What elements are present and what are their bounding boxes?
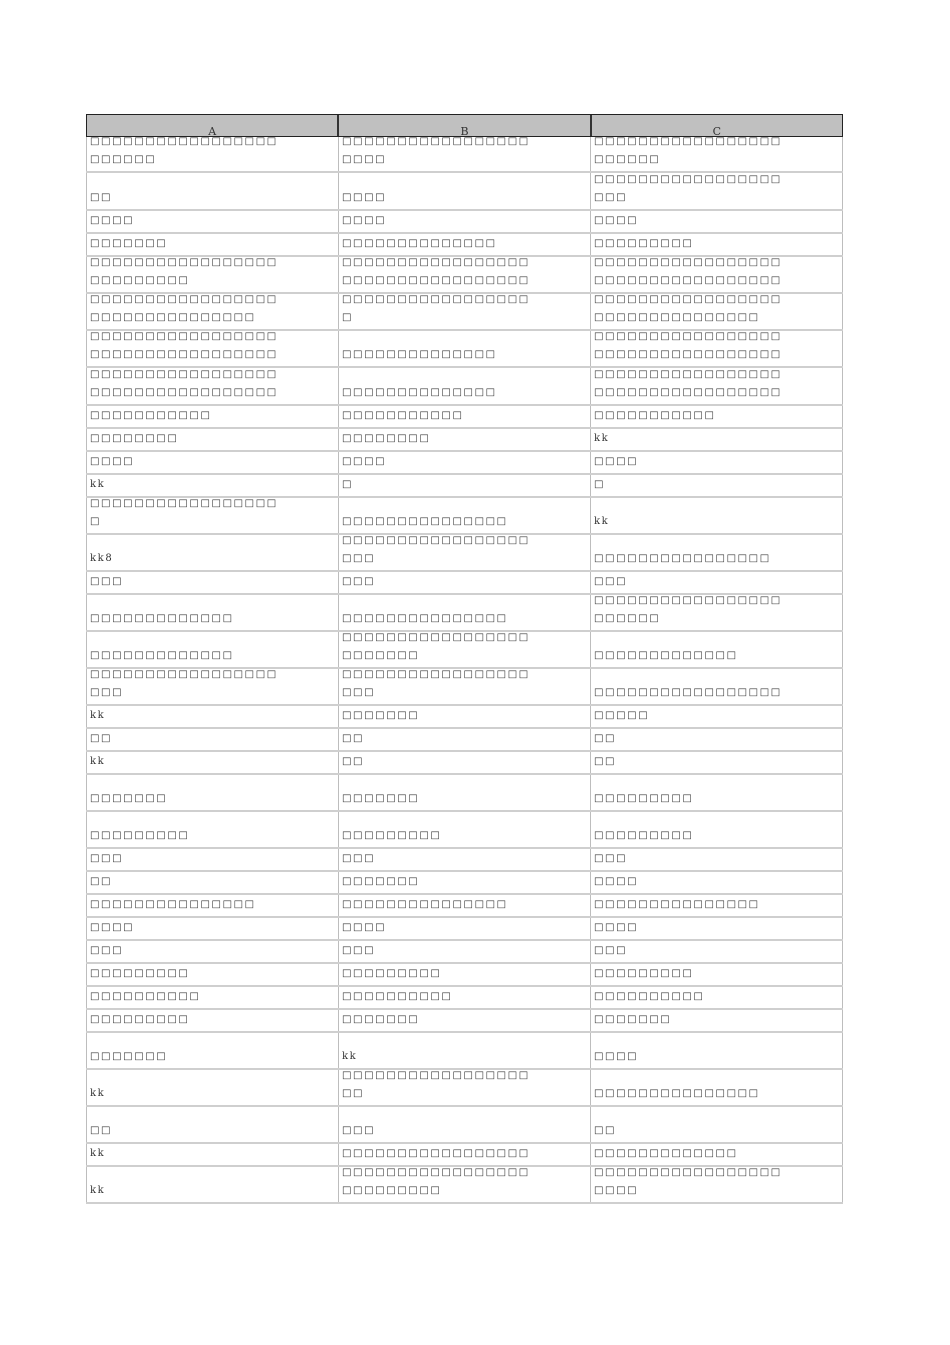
- cell-text-line: □□□: [342, 853, 376, 864]
- table-cell-c[interactable]: [590, 257, 843, 292]
- table-cell-a[interactable]: [86, 294, 338, 329]
- table-cell-a[interactable]: [86, 234, 338, 255]
- cell-text-line: □□□□: [594, 876, 639, 887]
- cell-text-line: □□□: [90, 853, 124, 864]
- cell-text-line: □□□□□□□□□□□: [594, 410, 716, 421]
- table-row: [86, 368, 843, 406]
- table-cell-b[interactable]: [338, 137, 590, 171]
- table-cell-a[interactable]: [86, 987, 338, 1008]
- cell-text-line: □□□□: [342, 215, 387, 226]
- table-cell-c[interactable]: [590, 729, 843, 750]
- cell-text-line: □□□□: [342, 922, 387, 933]
- cell-text-line: □□: [90, 1125, 113, 1136]
- cell-text-line: kk: [90, 756, 106, 767]
- cell-text-line: kk: [90, 710, 106, 721]
- cell-text-line: □□□□□□□□□□□□□□□: [342, 899, 508, 910]
- table-cell-b[interactable]: [338, 1107, 590, 1142]
- table-cell-b[interactable]: [338, 1144, 590, 1165]
- table-cell-a[interactable]: [86, 475, 338, 496]
- table-cell-b[interactable]: [338, 535, 590, 570]
- table-row: [86, 137, 843, 173]
- table-cell-b[interactable]: [338, 173, 590, 209]
- table-cell-a[interactable]: [86, 257, 338, 292]
- table-row: [86, 211, 843, 234]
- table-cell-c[interactable]: [590, 1010, 843, 1031]
- table-row: [86, 941, 843, 964]
- cell-text-line: □□□□□□□□□□□□□□□: [594, 899, 760, 910]
- table-cell-b[interactable]: [338, 452, 590, 473]
- table-cell-c[interactable]: [590, 595, 843, 630]
- table-cell-a[interactable]: [86, 752, 338, 773]
- table-cell-c[interactable]: [590, 775, 843, 810]
- table-row: [86, 294, 843, 331]
- cell-text-line: □□□□□□□□□□□□□□□□□: [342, 137, 530, 147]
- table-cell-a[interactable]: [86, 669, 338, 704]
- cell-text-line: □□□□□□□: [90, 238, 168, 249]
- table-cell-c[interactable]: [590, 964, 843, 985]
- table-row: [86, 595, 843, 632]
- table-cell-a[interactable]: [86, 941, 338, 962]
- table-cell-a[interactable]: [86, 1070, 338, 1105]
- cell-text-line: □□□□□□□□□□□□□□: [342, 387, 497, 398]
- table-row: [86, 257, 843, 294]
- table-cell-a[interactable]: [86, 1144, 338, 1165]
- table-cell-a[interactable]: [86, 137, 338, 171]
- cell-text-line: □□□□□□□□□: [342, 1185, 442, 1196]
- cell-text-line: kk: [90, 1185, 106, 1196]
- table-cell-b[interactable]: [338, 812, 590, 847]
- cell-text-line: □: [342, 479, 354, 490]
- cell-text-line: □□□□□□□□□: [90, 1014, 190, 1025]
- cell-text-line: □□□□□□: [90, 154, 157, 165]
- table-cell-c[interactable]: [590, 752, 843, 773]
- table-cell-a[interactable]: [86, 429, 338, 450]
- cell-text-line: □□: [594, 756, 617, 767]
- table-cell-c[interactable]: [590, 368, 843, 404]
- table-cell-c[interactable]: [590, 849, 843, 870]
- table-cell-a[interactable]: [86, 849, 338, 870]
- cell-text-line: □□□□□□□□□: [594, 238, 694, 249]
- cell-text-line: □□□□□□□□□: [342, 830, 442, 841]
- cell-text-line: □□□□□□□□□□□□□□□□□: [342, 1167, 530, 1178]
- cell-text-line: □□□□□□□□□□□□□□□: [90, 312, 256, 323]
- cell-text-line: □□□□□: [594, 710, 650, 721]
- cell-text-line: □□□□□□□□: [90, 433, 179, 444]
- cell-text-line: □□□□□□□: [594, 1014, 672, 1025]
- table-row: [86, 632, 843, 669]
- table-cell-c[interactable]: [590, 498, 843, 533]
- cell-text-line: □□□□□□□□□□: [342, 991, 453, 1002]
- table-cell-b[interactable]: [338, 406, 590, 427]
- table-cell-b[interactable]: [338, 632, 590, 667]
- table-row: [86, 331, 843, 368]
- table-cell-a[interactable]: [86, 964, 338, 985]
- table-row: [86, 1010, 843, 1033]
- spreadsheet: [86, 114, 843, 1204]
- table-cell-a[interactable]: [86, 331, 338, 366]
- cell-text-line: □□□: [594, 853, 628, 864]
- cell-text-line: □□□□□□□□□□□□□□□□□: [90, 349, 278, 360]
- table-row: [86, 987, 843, 1010]
- table-row: [86, 669, 843, 706]
- cell-text-line: □□□□□□□□□□□□□□□□□: [594, 387, 782, 398]
- table-cell-a[interactable]: [86, 595, 338, 630]
- cell-text-line: □□□□□□□□□: [342, 968, 442, 979]
- table-row: [86, 964, 843, 987]
- cell-text-line: □□□□□□□□□□□□□□□□□: [594, 174, 782, 185]
- column-header-c[interactable]: C: [712, 125, 722, 138]
- table-cell-c[interactable]: [590, 632, 843, 667]
- cell-text-line: □□□: [342, 553, 376, 564]
- cell-text-line: □□□□□□□□□□□□□□□□□: [90, 369, 278, 380]
- table-cell-c[interactable]: [590, 294, 843, 329]
- cell-text-line: □□: [90, 876, 113, 887]
- cell-text-line: □□□□□□□: [342, 793, 420, 804]
- table-cell-b[interactable]: [338, 294, 590, 329]
- cell-text-line: □□□□: [342, 154, 387, 165]
- cell-text-line: □□□□□□□□□□□□□□□□□: [90, 294, 278, 305]
- cell-text-line: □□□□□□□□□□□□□□□□□: [342, 275, 530, 286]
- cell-text-line: □□□□: [594, 922, 639, 933]
- cell-text-line: □□□□□□□□□□□□□□: [342, 349, 497, 360]
- cell-text-line: □□□: [342, 576, 376, 587]
- table-cell-c[interactable]: [590, 452, 843, 473]
- table-row: [86, 173, 843, 211]
- table-cell-a[interactable]: [86, 452, 338, 473]
- table-cell-a[interactable]: [86, 632, 338, 667]
- table-cell-c[interactable]: [590, 941, 843, 962]
- cell-text-line: kk: [90, 1088, 106, 1099]
- cell-text-line: □□□□: [594, 215, 639, 226]
- cell-text-line: □□□□□□□□□□□□□□□: [342, 613, 508, 624]
- cell-text-line: □□: [90, 192, 113, 203]
- table-cell-a[interactable]: [86, 775, 338, 810]
- table-cell-b[interactable]: [338, 1010, 590, 1031]
- cell-text-line: □: [90, 516, 102, 527]
- table-cell-b[interactable]: [338, 918, 590, 939]
- table-row: [86, 1033, 843, 1070]
- cell-text-line: kk: [90, 479, 106, 490]
- table-row: [86, 475, 843, 498]
- cell-text-line: kk: [342, 1051, 358, 1062]
- table-cell-b[interactable]: [338, 872, 590, 893]
- cell-text-line: □□□□□□□□□□□□□□□□□: [594, 137, 782, 147]
- table-cell-c[interactable]: [590, 572, 843, 593]
- table-cell-a[interactable]: [86, 729, 338, 750]
- cell-text-line: □□□□□□□□□□□□□□□□: [594, 553, 771, 564]
- table-row: [86, 706, 843, 729]
- cell-text-line: □□: [594, 733, 617, 744]
- table-cell-b[interactable]: [338, 706, 590, 727]
- table-body: [86, 137, 843, 1204]
- table-cell-c[interactable]: [590, 406, 843, 427]
- table-cell-b[interactable]: [338, 941, 590, 962]
- cell-text-line: □□□□□□□□□□□□□□□□□: [90, 331, 278, 342]
- cell-text-line: □□□□□□□□□□□: [342, 410, 464, 421]
- cell-text-line: □□□□: [594, 1051, 639, 1062]
- cell-text-line: □□□□□□□□□□□□□□□: [594, 312, 760, 323]
- table-cell-a[interactable]: [86, 895, 338, 916]
- cell-text-line: □□□□□□□□□□□□□□□□□: [594, 294, 782, 305]
- table-cell-b[interactable]: [338, 669, 590, 704]
- cell-text-line: □□□□□□□□□□□□□□□: [594, 1088, 760, 1099]
- cell-text-line: □□□□□□□□□□□□□□□□□: [90, 387, 278, 398]
- cell-text-line: □□□□□□□□□: [90, 830, 190, 841]
- table-cell-a[interactable]: [86, 1167, 338, 1202]
- cell-text-line: □□□□□□□□□□□□□□□□□: [594, 331, 782, 342]
- table-cell-b[interactable]: [338, 211, 590, 232]
- table-cell-a[interactable]: [86, 368, 338, 404]
- table-cell-b[interactable]: [338, 475, 590, 496]
- table-cell-c[interactable]: [590, 211, 843, 232]
- table-cell-b[interactable]: [338, 234, 590, 255]
- table-cell-b[interactable]: [338, 987, 590, 1008]
- table-cell-b[interactable]: [338, 1167, 590, 1202]
- cell-text-line: □□□□□□□□□□□: [90, 410, 212, 421]
- table-cell-b[interactable]: [338, 368, 590, 404]
- cell-text-line: □□□□□□□: [90, 1051, 168, 1062]
- cell-text-line: □□□□□□□□□□□□□□□□□: [594, 687, 782, 698]
- table-cell-c[interactable]: [590, 331, 843, 366]
- cell-text-line: □□□□□□□□□: [90, 968, 190, 979]
- table-cell-c[interactable]: [590, 535, 843, 570]
- cell-text-line: □□: [342, 1088, 365, 1099]
- cell-text-line: □□□□□□□□□□□□□□□□□: [90, 257, 278, 268]
- cell-text-line: □□□: [90, 576, 124, 587]
- table-cell-c[interactable]: [590, 895, 843, 916]
- cell-text-line: □□□□□□□□□□: [594, 991, 705, 1002]
- table-row: [86, 234, 843, 257]
- cell-text-line: □□□□□□□□□: [594, 830, 694, 841]
- cell-text-line: □□□□□□□□□□□□□□□□□: [342, 669, 530, 680]
- table-row: [86, 752, 843, 775]
- cell-text-line: □□□□□□□□□□□□□: [90, 650, 234, 661]
- table-cell-b[interactable]: [338, 257, 590, 292]
- cell-text-line: □□□□□□□□□□□□□: [594, 1148, 738, 1159]
- table-row: [86, 572, 843, 595]
- cell-text-line: □□□□□□□□□□□□□□□: [90, 899, 256, 910]
- cell-text-line: □□□□□□□□□: [594, 968, 694, 979]
- table-cell-a[interactable]: [86, 535, 338, 570]
- table-row: [86, 1167, 843, 1204]
- cell-text-line: □□□□□□□□□: [594, 793, 694, 804]
- table-cell-a[interactable]: [86, 572, 338, 593]
- cell-text-line: □□□: [342, 945, 376, 956]
- cell-text-line: □□□□□□□: [342, 1014, 420, 1025]
- table-row: [86, 1107, 843, 1144]
- cell-text-line: □□□□□□□□□□□□□□□□□: [594, 369, 782, 380]
- table-cell-c[interactable]: [590, 918, 843, 939]
- table-cell-c[interactable]: [590, 429, 843, 450]
- cell-text-line: □□: [342, 756, 365, 767]
- cell-text-line: □□□□□□□□□□□□□□□□□: [594, 1167, 782, 1178]
- table-cell-c[interactable]: [590, 1144, 843, 1165]
- table-row: [86, 812, 843, 849]
- cell-text-line: □□□: [594, 576, 628, 587]
- cell-text-line: □□□□□□□□□□□□□□□□□: [90, 669, 278, 680]
- table-cell-c[interactable]: [590, 475, 843, 496]
- table-cell-a[interactable]: [86, 1010, 338, 1031]
- cell-text-line: □□□□□□□□□□□□□: [594, 650, 738, 661]
- table-cell-b[interactable]: [338, 729, 590, 750]
- cell-text-line: □□□□□□: [594, 154, 661, 165]
- table-cell-c[interactable]: [590, 706, 843, 727]
- cell-text-line: □□□□□□□□□□□□□□□: [342, 516, 508, 527]
- table-row: [86, 775, 843, 812]
- table-cell-b[interactable]: [338, 498, 590, 533]
- cell-text-line: □□□□□□□□□□□□□□: [342, 238, 497, 249]
- cell-text-line: kk8: [90, 553, 114, 564]
- cell-text-line: □□□: [594, 945, 628, 956]
- cell-text-line: □□□□: [594, 1185, 639, 1196]
- table-cell-c[interactable]: [590, 137, 843, 171]
- table-cell-b[interactable]: [338, 1070, 590, 1105]
- cell-text-line: □□□□: [342, 456, 387, 467]
- cell-text-line: □□□□□□: [594, 613, 661, 624]
- table-cell-b[interactable]: [338, 849, 590, 870]
- table-cell-b[interactable]: [338, 895, 590, 916]
- cell-text-line: □□: [342, 733, 365, 744]
- cell-text-line: □□□□□□□: [342, 650, 420, 661]
- cell-text-line: □□□□□□□□□□□□□□□□□: [90, 498, 278, 509]
- table-row: [86, 918, 843, 941]
- cell-text-line: □□□□: [594, 456, 639, 467]
- table-cell-c[interactable]: [590, 234, 843, 255]
- cell-text-line: □□□□: [342, 192, 387, 203]
- cell-text-line: □□□□: [90, 215, 135, 226]
- cell-text-line: □: [594, 479, 606, 490]
- table-cell-a[interactable]: [86, 1107, 338, 1142]
- cell-text-line: □□: [594, 1125, 617, 1136]
- cell-text-line: □□□□□□□□□□□□□□□□□: [342, 294, 530, 305]
- cell-text-line: □□: [90, 733, 113, 744]
- table-row: [86, 498, 843, 535]
- table-cell-c[interactable]: [590, 173, 843, 209]
- cell-text-line: □□□: [342, 687, 376, 698]
- table-cell-a[interactable]: [86, 812, 338, 847]
- table-cell-b[interactable]: [338, 595, 590, 630]
- table-row: [86, 1070, 843, 1107]
- table-cell-b[interactable]: [338, 331, 590, 366]
- table-cell-c[interactable]: [590, 1167, 843, 1202]
- cell-text-line: □□□□□□□□□: [90, 275, 190, 286]
- cell-text-line: □□□□□□□□: [342, 433, 431, 444]
- cell-text-line: □□□□□□□□□□: [90, 991, 201, 1002]
- table-cell-a[interactable]: [86, 1033, 338, 1068]
- cell-text-line: □□□: [90, 687, 124, 698]
- cell-text-line: □□□□□□□□□□□□□□□□□: [342, 257, 530, 268]
- table-row: [86, 1144, 843, 1167]
- cell-text-line: kk: [90, 1148, 106, 1159]
- cell-text-line: kk: [594, 516, 610, 527]
- cell-text-line: □: [342, 312, 354, 323]
- cell-text-line: □□□□: [90, 456, 135, 467]
- table-cell-c[interactable]: [590, 1107, 843, 1142]
- cell-text-line: □□□□: [90, 922, 135, 933]
- cell-text-line: □□□□□□□: [90, 793, 168, 804]
- cell-text-line: □□□□□□□□□□□□□□□□□: [342, 1148, 530, 1159]
- table-row: [86, 849, 843, 872]
- table-cell-a[interactable]: [86, 211, 338, 232]
- cell-text-line: □□□: [342, 1125, 376, 1136]
- cell-text-line: □□□□□□□□□□□□□: [90, 613, 234, 624]
- table-cell-b[interactable]: [338, 429, 590, 450]
- table-cell-c[interactable]: [590, 669, 843, 704]
- table-cell-b[interactable]: [338, 964, 590, 985]
- table-cell-a[interactable]: [86, 918, 338, 939]
- table-row: [86, 452, 843, 475]
- table-row: [86, 895, 843, 918]
- column-header-row: [86, 114, 843, 137]
- cell-text-line: □□□□□□□□□□□□□□□□□: [342, 1070, 530, 1081]
- cell-text-line: □□□□□□□□□□□□□□□□□: [594, 275, 782, 286]
- table-cell-c[interactable]: [590, 872, 843, 893]
- cell-text-line: □□□□□□□□□□□□□□□□□: [594, 349, 782, 360]
- table-row: [86, 429, 843, 452]
- table-cell-a[interactable]: [86, 173, 338, 209]
- column-header-b[interactable]: B: [339, 115, 591, 136]
- cell-text-line: □□□□□□□□□□□□□□□□□: [342, 632, 530, 643]
- cell-text-line: □□□: [594, 192, 628, 203]
- table-cell-b[interactable]: [338, 752, 590, 773]
- table-cell-c[interactable]: [590, 1033, 843, 1068]
- table-cell-a[interactable]: [86, 406, 338, 427]
- table-cell-b[interactable]: [338, 775, 590, 810]
- table-row: [86, 872, 843, 895]
- cell-text-line: □□□□□□□□□□□□□□□□□: [594, 595, 782, 606]
- table-row: [86, 406, 843, 429]
- cell-text-line: □□□□□□□: [342, 710, 420, 721]
- column-header-a[interactable]: A: [87, 115, 339, 136]
- table-cell-a[interactable]: [86, 498, 338, 533]
- table-cell-c[interactable]: [590, 812, 843, 847]
- table-cell-b[interactable]: [338, 572, 590, 593]
- table-row: [86, 729, 843, 752]
- cell-text-line: □□□□□□□□□□□□□□□□□: [90, 137, 278, 147]
- table-cell-a[interactable]: [86, 872, 338, 893]
- table-row: [86, 535, 843, 572]
- table-cell-c[interactable]: [590, 1070, 843, 1105]
- cell-text-line: kk: [594, 433, 610, 444]
- table-cell-a[interactable]: [86, 706, 338, 727]
- cell-text-line: □□□□□□□□□□□□□□□□□: [342, 535, 530, 546]
- cell-text-line: □□□: [90, 945, 124, 956]
- cell-text-line: □□□□□□□: [342, 876, 420, 887]
- cell-text-line: □□□□□□□□□□□□□□□□□: [594, 257, 782, 268]
- table-cell-b[interactable]: [338, 1033, 590, 1068]
- table-cell-c[interactable]: [590, 987, 843, 1008]
